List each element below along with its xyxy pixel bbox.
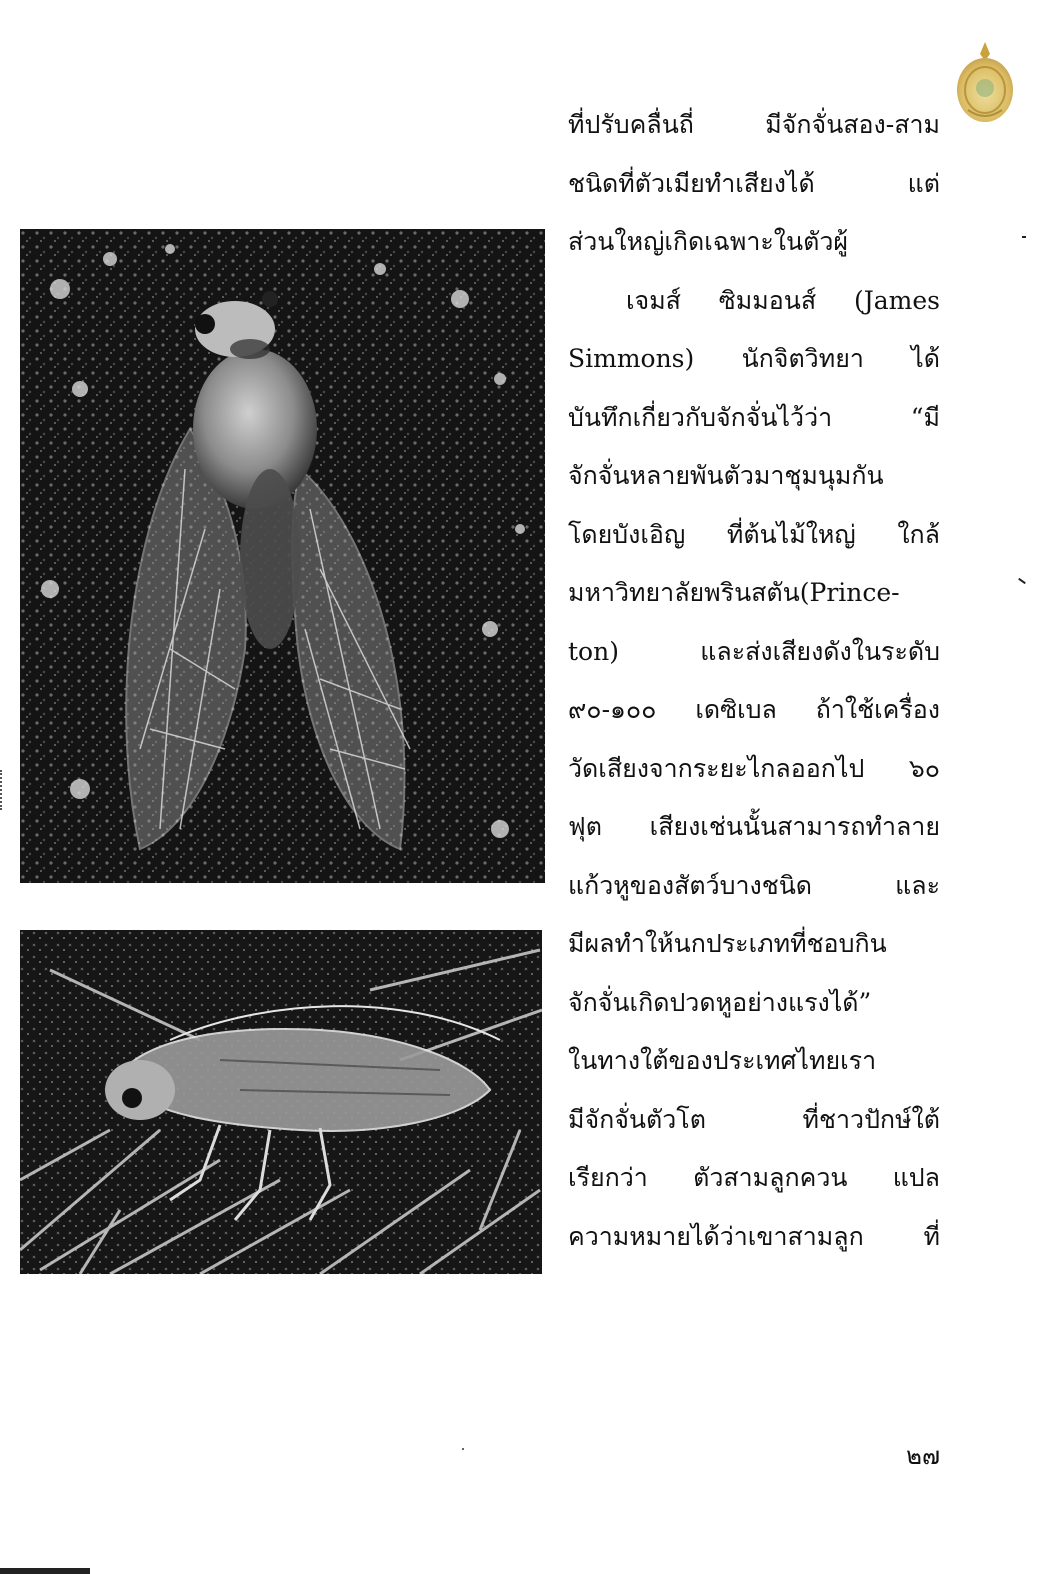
text-line: มีจักจั่นตัวโต ที่ชาวปักษ์ใต้ (568, 1104, 940, 1134)
text-line: เจมส์ ซิมมอนส์ (James (626, 285, 940, 315)
text-line: เรียกว่า ตัวสามลูกควน แปล (568, 1163, 940, 1192)
text-line: จักจั่นเกิดปวดหูอย่างแรงได้” (568, 987, 872, 1017)
cicada-photo-bottom (20, 930, 542, 1274)
scan-mark (462, 1448, 464, 1450)
scan-mark (0, 770, 5, 810)
text-line: แก้วหูของสัตว์บางชนิด และ (568, 870, 940, 900)
text-line: ton) และส่งเสียงดังในระดับ (568, 636, 940, 666)
text-line: ๙๐-๑๐๐ เดซิเบล ถ้าใช้เครื่อง (568, 695, 940, 724)
scan-edge (0, 1568, 90, 1574)
text-line: ฟุต เสียงเช่นนั้นสามารถทำลาย (568, 812, 940, 841)
body-text-column (568, 96, 940, 1266)
text-line: ส่วนใหญ่เกิดเฉพาะในตัวผู้ (568, 227, 849, 256)
text-line: ชนิดที่ตัวเมียทำเสียงได้ แต่ (568, 168, 940, 198)
text-line: ความหมายได้ว่าเขาสามลูก ที่ (568, 1221, 940, 1251)
cicada-photo-top (20, 229, 545, 883)
scan-mark (1022, 236, 1026, 238)
text-line: ในทางใต้ของประเทศไทยเรา (568, 1046, 877, 1075)
text-line: มหาวิทยาลัยพรินสตัน(Prince- (568, 578, 900, 607)
emblem-seal-icon (954, 40, 1016, 124)
scan-mark (1018, 578, 1026, 584)
text-line: มีผลทำให้นกประเภทที่ชอบกิน (568, 929, 887, 958)
page-number: ๒๗ (906, 1442, 940, 1470)
text-line: จักจั่นหลายพันตัวมาชุมนุมกัน (568, 461, 884, 490)
text-line: Simmons) นักจิตวิทยา ได้ (568, 344, 940, 373)
text-line: บันทึกเกี่ยวกับจักจั่นไว้ว่า “มี (568, 402, 940, 432)
text-line: โดยบังเอิญ ที่ต้นไม้ใหญ่ ใกล้ (568, 519, 940, 549)
text-line: วัดเสียงจากระยะไกลออกไป ๖๐ (568, 753, 940, 783)
text-line: ที่ปรับคลื่นถี่ มีจักจั่นสอง-สาม (568, 110, 940, 139)
